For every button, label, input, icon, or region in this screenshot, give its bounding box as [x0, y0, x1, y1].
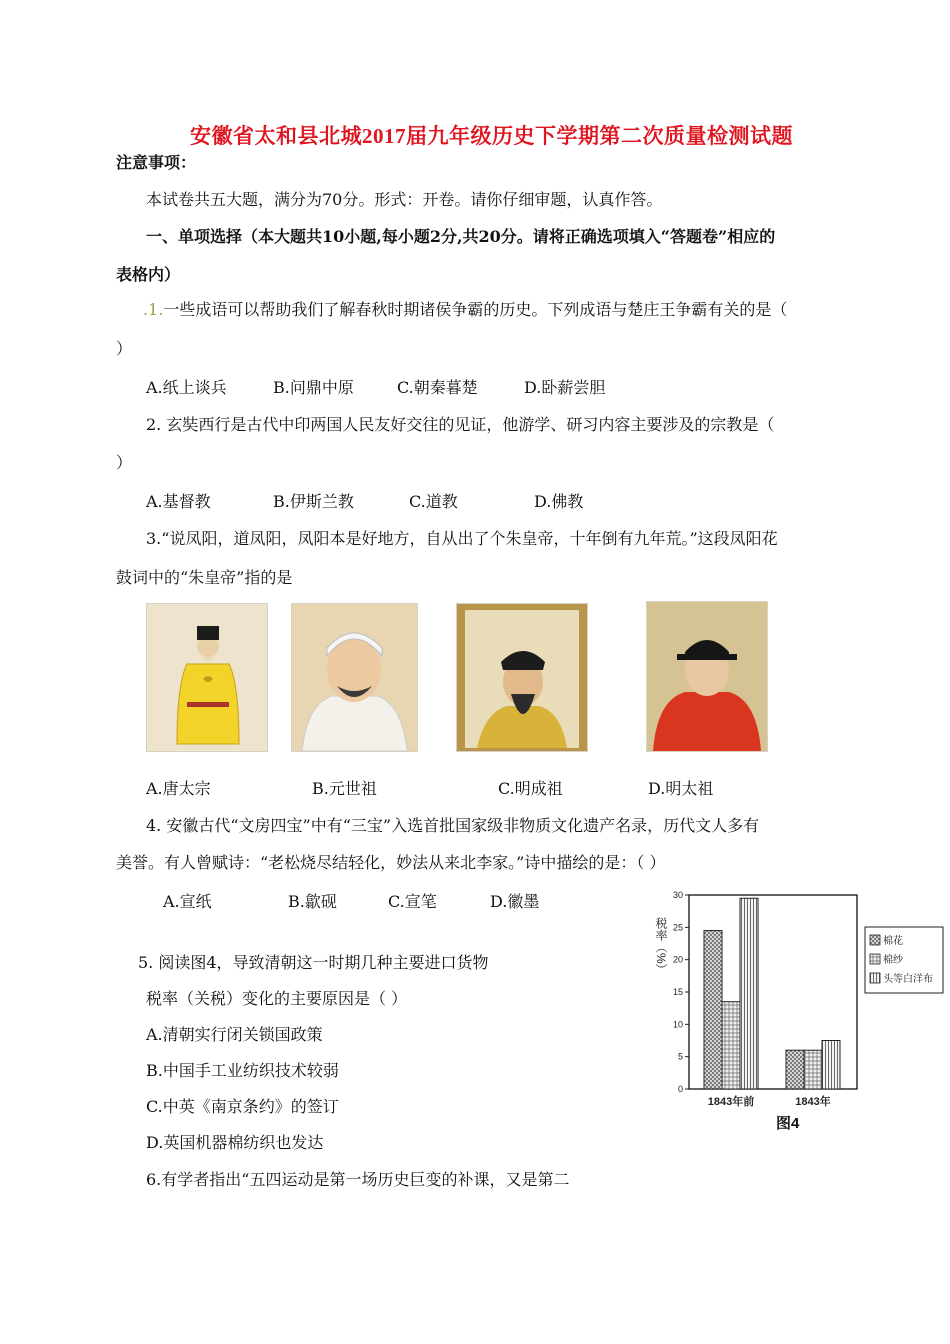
q1-option-c: C.朝秦暮楚	[397, 378, 478, 397]
question-4-cont: 美誉。有人曾赋诗：“老松烧尽结轻化，妙法从来北李家。”诗中描绘的是：（ ）	[116, 853, 666, 872]
bar-头等白洋布	[740, 898, 758, 1089]
section1-heading: 一、单项选择（本大题共10小题,每小题2分,共20分。请将正确选项填入“答题卷”相应的	[146, 227, 776, 246]
q3-option-c: C.明成祖	[498, 779, 563, 798]
q1-option-a: A.纸上谈兵	[146, 378, 227, 397]
bar-棉花	[704, 931, 722, 1089]
portrait-ming-chengzu	[456, 603, 588, 752]
y-tick-label: 30	[672, 890, 683, 900]
q5-option-b: B.中国手工业纺织技术较弱	[146, 1061, 339, 1080]
y-tick-label: 20	[672, 954, 683, 965]
q5-option-c: C.中英《南京条约》的签订	[146, 1097, 339, 1116]
question-1-number: .1.	[143, 300, 164, 319]
q2-option-c: C.道教	[409, 492, 458, 511]
legend-label: 棉花	[883, 936, 903, 947]
question-3-cont: 鼓词中的“朱皇帝”指的是	[116, 568, 293, 587]
q2-option-a: A.基督教	[146, 492, 211, 511]
q3-option-d: D.明太祖	[648, 779, 714, 798]
question-1-cont: ）	[116, 339, 133, 358]
portrait-tang-taizong	[146, 603, 268, 752]
q4-option-c: C.宣笔	[388, 892, 437, 911]
legend-swatch	[870, 954, 880, 964]
question-5-cont: 税率（关税）变化的主要原因是（ ）	[146, 989, 408, 1008]
page-title: 安徽省太和县北城2017届九年级历史下学期第二次质量检测试题	[190, 124, 793, 148]
legend-label: 棉纱	[883, 955, 903, 966]
q3-option-b: B.元世祖	[312, 779, 377, 798]
q5-option-d: D.英国机器棉纺织也发达	[146, 1133, 324, 1152]
legend-label: 头等白洋布	[883, 974, 933, 985]
portrait-ming-taizu	[646, 601, 768, 752]
question-2-cont: ）	[116, 453, 133, 472]
y-tick-label: 5	[677, 1051, 683, 1062]
bar-头等白洋布	[822, 1041, 840, 1090]
y-tick-label: 15	[672, 987, 683, 997]
y-tick-label: 0	[677, 1084, 683, 1094]
question-4: 4. 安徽古代“文房四宝”中有“三宝”入选首批国家级非物质文化遗产名录，历代文人多有	[146, 816, 760, 835]
bar-棉花	[786, 1050, 804, 1089]
portrait-yuan-shizu	[291, 603, 418, 752]
section1-heading-cont: 表格内）	[116, 265, 181, 284]
notice-heading: 注意事项：	[116, 153, 197, 172]
question-1-text: 一些成语可以帮助我们了解春秋时期诸侯争霸的历史。下列成语与楚庄王争霸有关的是（	[163, 300, 788, 319]
question-1	[143, 299, 787, 321]
tariff-bar-chart	[647, 887, 947, 1123]
y-tick-label: 10	[672, 1019, 683, 1030]
q1-option-d: D.卧薪尝胆	[524, 378, 606, 397]
figure-caption: 图4	[776, 1115, 800, 1132]
x-tick-label: 1843年前	[707, 1096, 755, 1108]
x-tick-label: 1843年	[795, 1096, 831, 1108]
y-tick-label: 25	[672, 922, 683, 933]
q4-option-a: A.宣纸	[163, 892, 212, 911]
question-3: 3.“说凤阳，道凤阳，凤阳本是好地方，自从出了个朱皇帝，十年倒有九年荒。”这段凤阳花	[146, 529, 778, 548]
legend-swatch	[870, 973, 880, 983]
q4-option-b: B.歙砚	[288, 892, 337, 911]
notice-text: 本试卷共五大题，满分为70分。形式：开卷。请你仔细审题，认真作答。	[146, 190, 663, 209]
q4-option-d: D.徽墨	[490, 892, 540, 911]
q5-option-a: A.清朝实行闭关锁国政策	[146, 1025, 323, 1044]
question-2: 2. 玄奘西行是古代中印两国人民友好交往的见证，他游学、研习内容主要涉及的宗教是（	[146, 415, 775, 434]
y-axis-label: 税率（%）	[654, 917, 668, 976]
bar-棉纱	[804, 1050, 822, 1089]
question-6: 6.有学者指出“五四运动是第一场历史巨变的补课，又是第二	[146, 1170, 570, 1189]
q3-option-a: A.唐太宗	[146, 779, 211, 798]
q1-option-b: B.问鼎中原	[273, 378, 354, 397]
legend-swatch	[870, 935, 880, 945]
q2-option-b: B.伊斯兰教	[273, 492, 354, 511]
question-5: 5. 阅读图4，导致清朝这一时期几种主要进口货物	[138, 953, 489, 972]
bar-棉纱	[722, 1002, 740, 1089]
q2-option-d: D.佛教	[534, 492, 584, 511]
